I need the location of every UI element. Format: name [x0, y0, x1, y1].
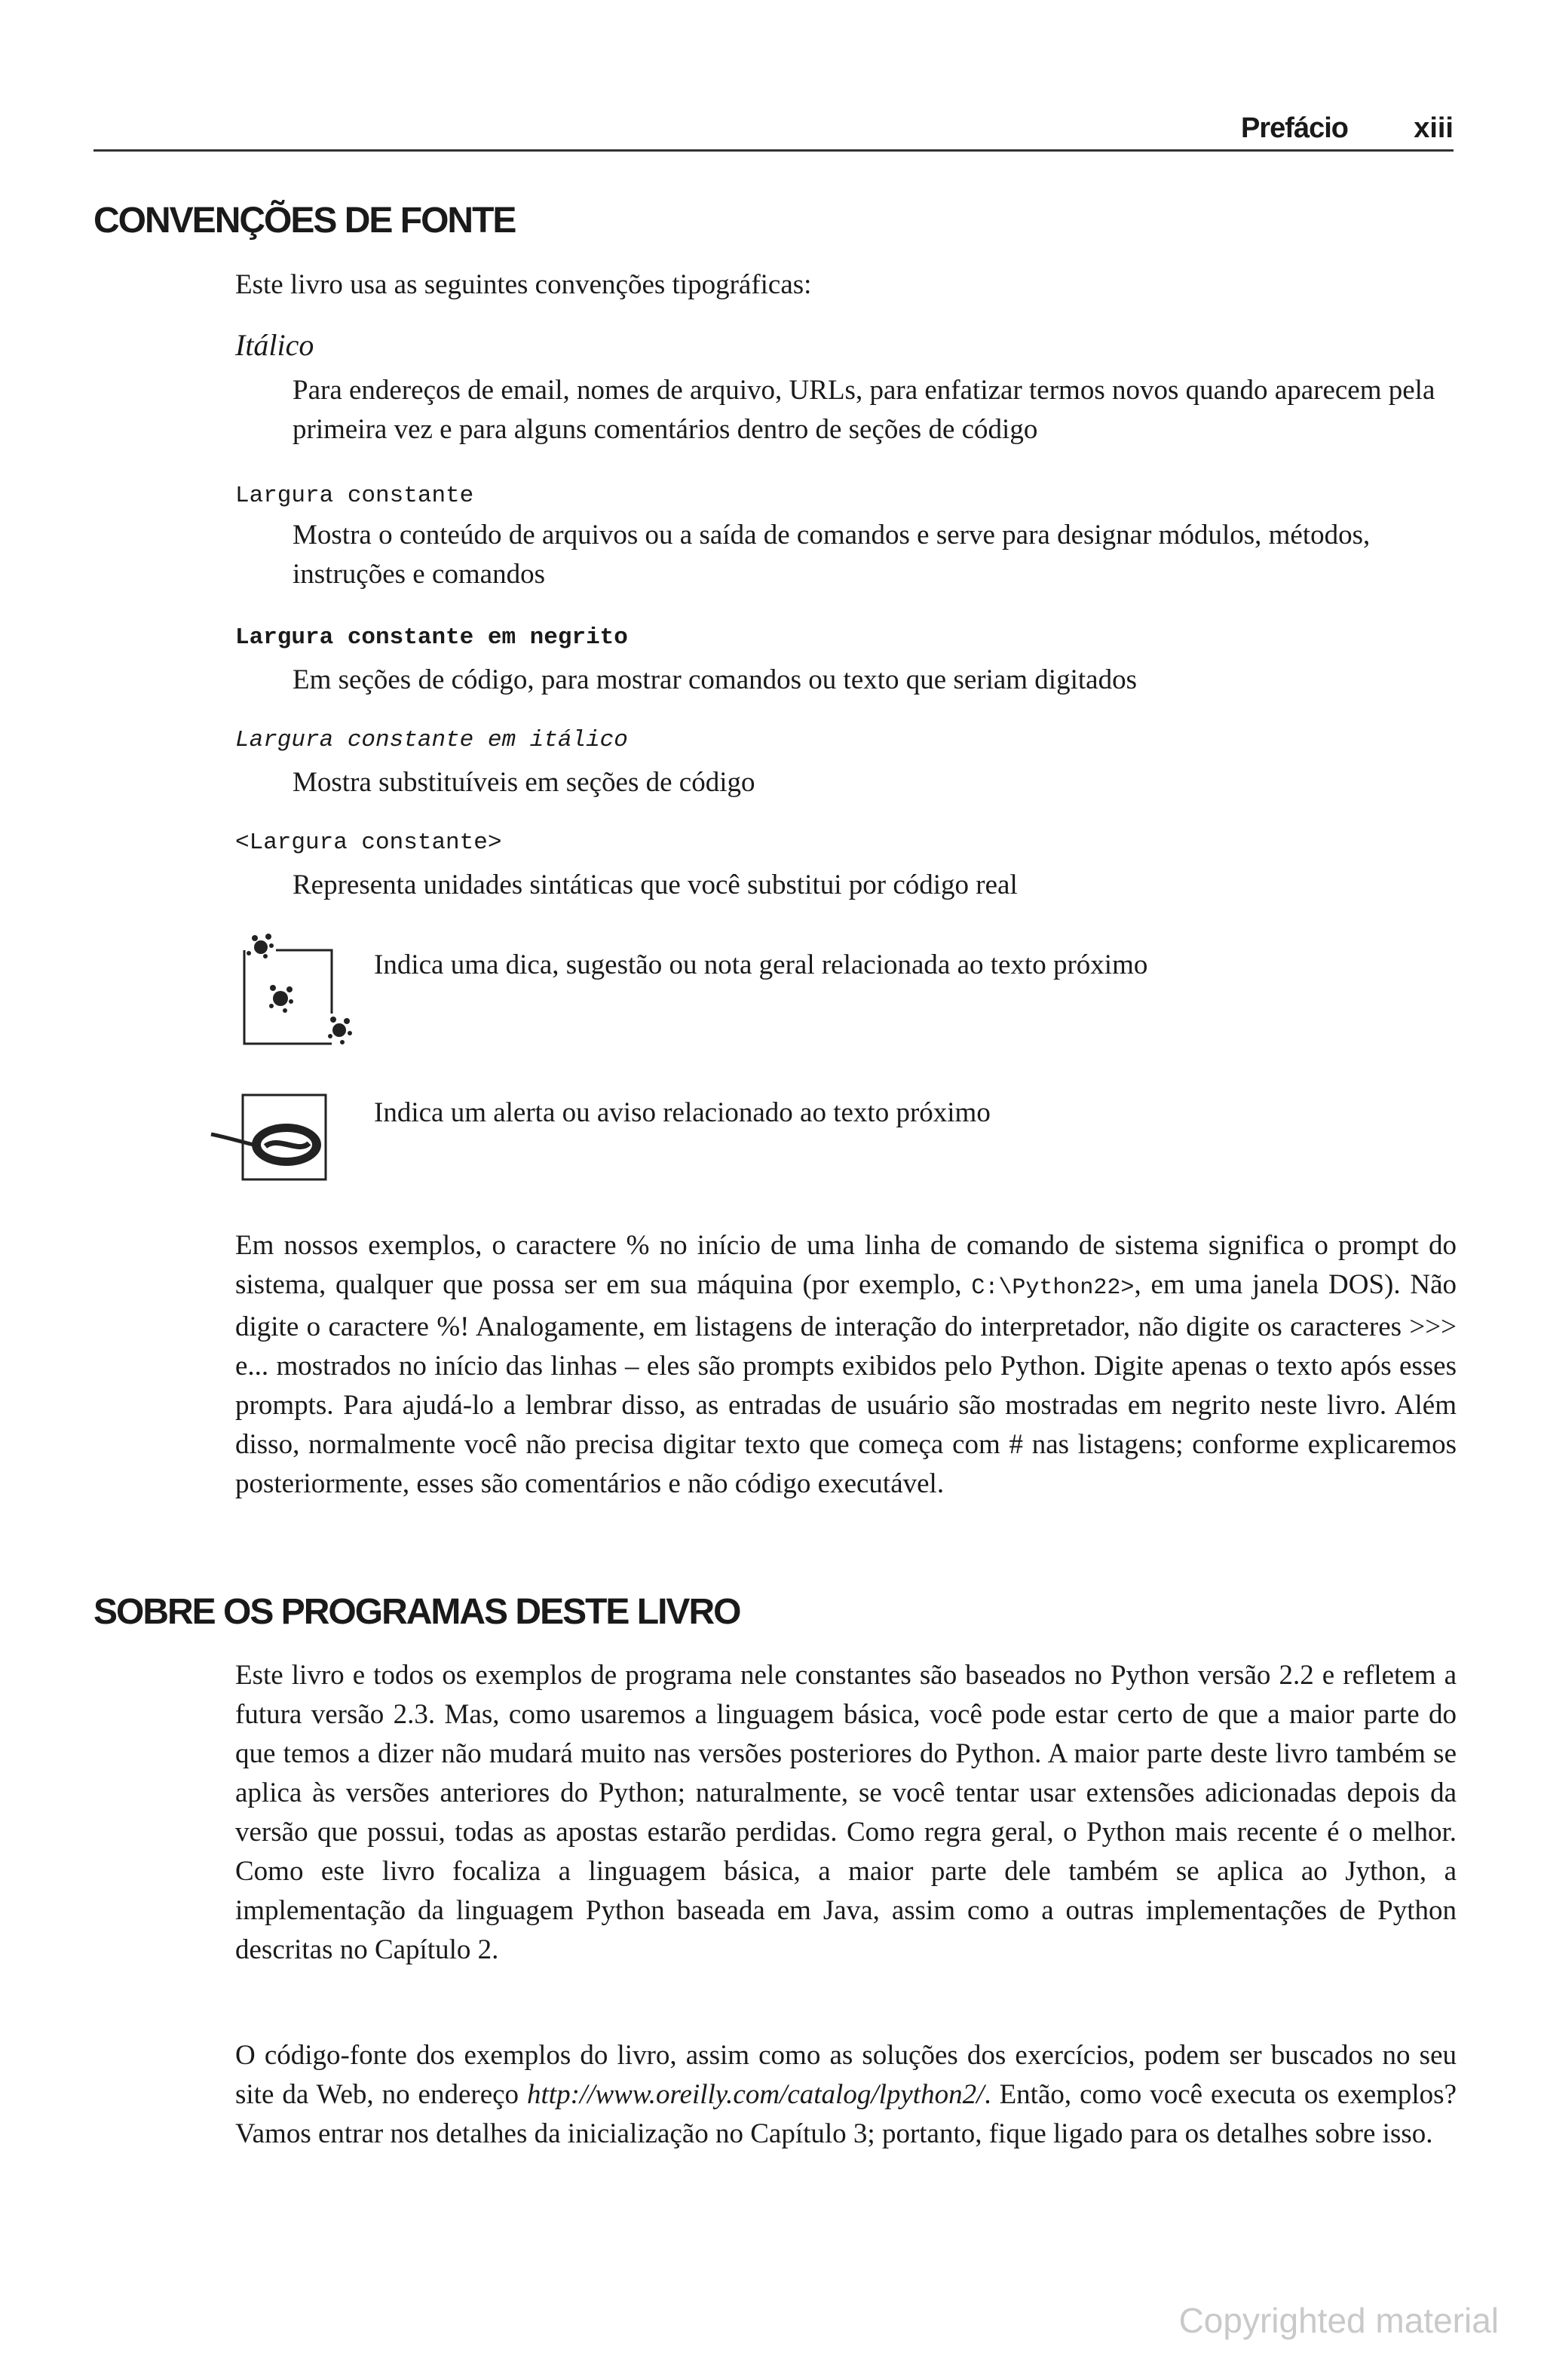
prompt-paragraph-part2: , em uma janela DOS). Não digite o caractere %! Analogamente, em listagens de interação do interpretador, não digite os caracteres >>> e... mostrados no início das linhas – eles são prompts exibidos pelo Python. Digite apenas o texto após esses prompts. Para ajudá-lo a lembrar disso, as entradas de usuário são mostradas em negrito neste livro. Além disso, normalmente você não precisa digitar texto que começa com # nas listagens; conforme explicaremos posteriormente, esses são comentários e não código executável.: [235, 1269, 1457, 1499]
term-monospace-italic: Largura constante em itálico: [235, 727, 628, 753]
term-monospace: Largura constante: [235, 483, 474, 509]
section-heading-programas: SOBRE OS PROGRAMAS DESTE LIVRO: [93, 1592, 740, 1632]
term-monospace-angle: <Largura constante>: [235, 830, 502, 856]
term-italic-description: Para endereços de email, nomes de arquivo, URLs, para enfatizar termos novos quando aparecem pela primeira vez e para alguns comentários dentro de seções de código: [293, 375, 1435, 445]
warning-icon: [204, 1081, 362, 1195]
copyright-watermark: Copyrighted material: [1178, 2301, 1499, 2340]
term-monospace-bold: Largura constante em negrito: [235, 624, 628, 651]
term-monospace-description: Mostra o conteúdo de arquivos ou a saída de comandos e serve para designar módulos, métodos, instruções e comandos: [293, 520, 1371, 590]
catalog-url: http://www.oreilly.com/catalog/lpython2/: [527, 2079, 985, 2110]
programs-paragraph-2-part1: O código-fonte dos exemplos do livro, assim como as soluções dos exercícios, podem ser buscados no seu site da Web, no endereço: [235, 2040, 1457, 2110]
term-monospace-angle-description: Representa unidades sintáticas que você substitui por código real: [293, 869, 1018, 900]
prompt-paragraph: [235, 1226, 1457, 1504]
programs-paragraph-1: Este livro e todos os exemplos de programa nele constantes são baseados no Python versão 2.2 e refletem a futura versão 2.3. Mas, como usaremos a linguagem básica, você pode estar certo de que a maior parte do que temos a dizer não mudará muito nas versões posteriores do Python. A maior parte deste livro também se aplica às versões anteriores do Python; naturalmente, se você tentar usar extensões adicionadas depois da versão que possui, todas as apostas estarão perdidas. Como regra geral, o Python mais recente é o melhor. Como este livro focaliza a linguagem básica, a maior parte dele também se aplica ao Jython, a implementação da linguagem Python baseada em Java, assim como a outras implementações de Python descritas no Capítulo 2.: [235, 1660, 1457, 1965]
term-italic: Itálico: [235, 328, 314, 362]
page-number: xiii: [1414, 112, 1454, 144]
intro-text: Este livro usa as seguintes convenções tipográficas:: [235, 269, 812, 300]
tips-note-icon: [226, 923, 369, 1059]
prompt-code: C:\Python22>: [971, 1275, 1135, 1301]
programs-paragraph-2: [235, 2036, 1457, 2154]
section-heading-convencoes: CONVENÇÕES DE FONTE: [93, 201, 516, 241]
term-monospace-bold-description: Em seções de código, para mostrar comandos ou texto que seriam digitados: [293, 664, 1137, 695]
header-title: Prefácio: [1241, 112, 1348, 144]
running-header: [93, 104, 1454, 152]
prompt-paragraph-part1: Em nossos exemplos, o caractere % no início de uma linha de comando de sistema significa o prompt do sistema, qualquer que possa ser em sua máquina (por exemplo,: [235, 1230, 1457, 1300]
note-text: Indica uma dica, sugestão ou nota geral relacionada ao texto próximo: [374, 949, 1148, 980]
programs-paragraph-2-part2: . Então, como você executa os exemplos? Vamos entrar nos detalhes da inicialização no Capítulo 3; portanto, fique ligado para os detalhes sobre isso.: [235, 2079, 1457, 2149]
term-monospace-italic-description: Mostra substituíveis em seções de código: [293, 767, 755, 798]
warning-text: Indica um alerta ou aviso relacionado ao texto próximo: [374, 1097, 991, 1128]
